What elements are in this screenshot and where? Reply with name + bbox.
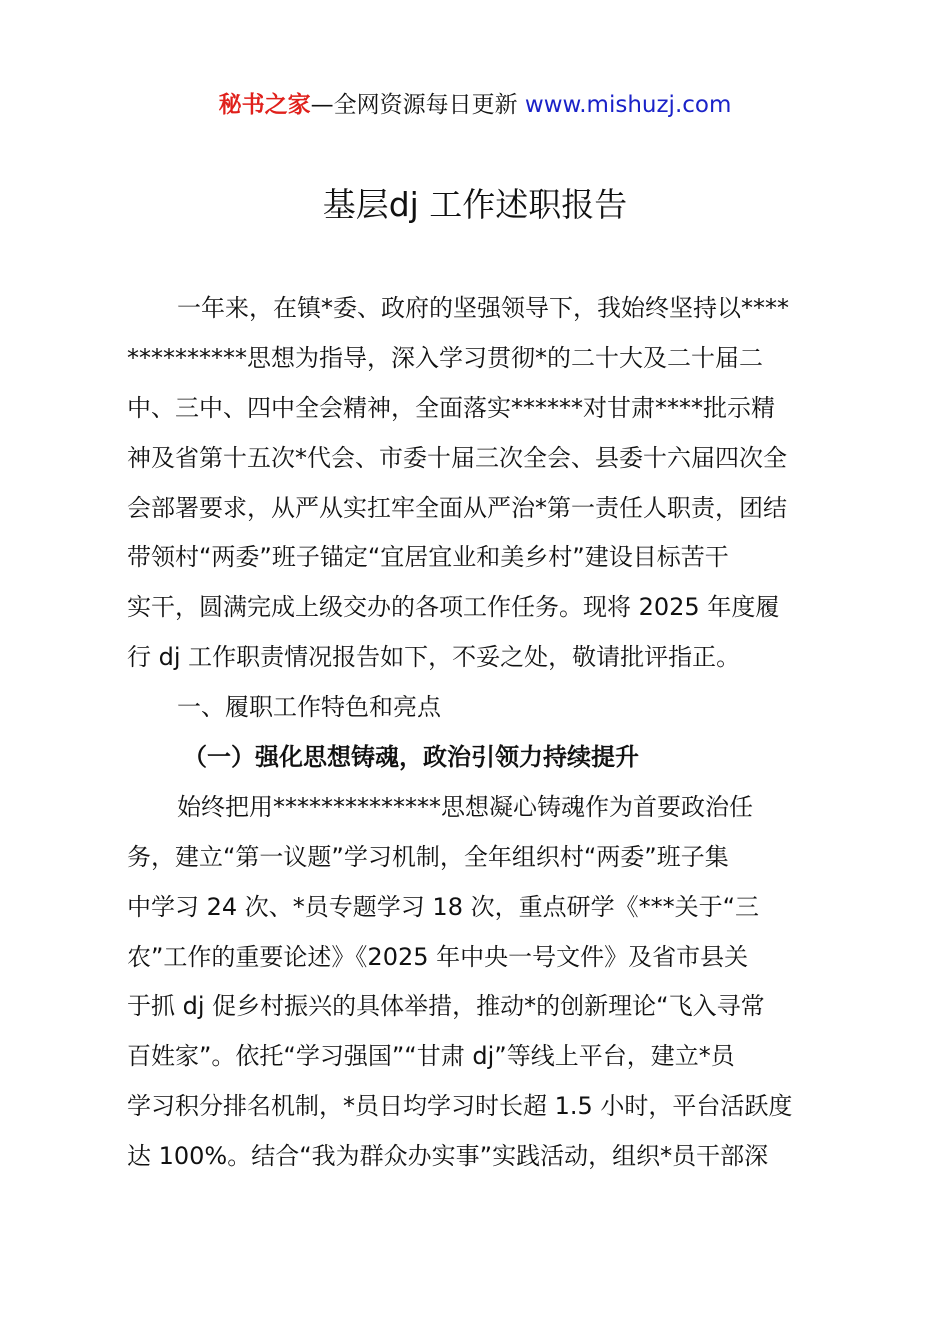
paragraph-line: 会部署要求，从严从实扛牢全面从严治*第一责任人职责，团结 <box>127 493 787 522</box>
paragraph-line: 学习积分排名机制，*员日均学习时长超 1.5 小时，平台活跃度 <box>127 1092 793 1121</box>
paragraph-line: 中学习 24 次、*员专题学习 18 次，重点研学《***关于“三 <box>127 892 760 921</box>
paragraph-line: 于抓 dj 促乡村振兴的具体举措，推动*的创新理论“飞入寻常 <box>127 992 765 1021</box>
paragraph-line: 带领村“两委”班子锚定“宜居宜业和美乡村”建设目标苦干 <box>127 543 729 572</box>
section-heading: 一、履职工作特色和亮点 <box>177 693 441 722</box>
paragraph-line: 务，建立“第一议题”学习机制，全年组织村“两委”班子集 <box>127 842 729 871</box>
subsection-heading: （一）强化思想铸魂，政治引领力持续提升 <box>183 743 639 772</box>
paragraph-line: 神及省第十五次*代会、市委十届三次全会、县委十六届四次全 <box>127 443 787 472</box>
document-title: 基层dj 工作述职报告 <box>322 185 628 224</box>
brand-name: 秘书之家 <box>218 92 311 118</box>
site-header <box>0 88 950 122</box>
paragraph-line: **********思想为指导，深入学习贯彻*的二十大及二十届二 <box>127 343 763 372</box>
paragraph-line: 始终把用**************思想凝心铸魂作为首要政治任 <box>177 792 753 821</box>
paragraph-line: 达 100%。结合“我为群众办实事”实践活动，组织*员干部深 <box>127 1142 769 1171</box>
paragraph-line: 一年来，在镇*委、政府的坚强领导下，我始终坚持以**** <box>177 294 789 322</box>
document-body <box>127 284 837 1182</box>
site-url[interactable]: www.mishuzj.com <box>524 92 732 118</box>
paragraph-line: 农”工作的重要论述》《2025 年中央一号文件》及省市县关 <box>127 942 749 971</box>
header-tagline: —全网资源每日更新 <box>310 92 525 118</box>
paragraph-line: 行 dj 工作职责情况报告如下，不妥之处，敬请批评指正。 <box>127 643 741 672</box>
paragraph-line: 百姓家”。依托“学习强国”“甘肃 dj”等线上平台，建立*员 <box>127 1042 735 1071</box>
paragraph-line: 实干，圆满完成上级交办的各项工作任务。现将 2025 年度履 <box>127 593 780 622</box>
paragraph-line: 中、三中、四中全会精神，全面落实******对甘肃****批示精 <box>127 393 775 422</box>
